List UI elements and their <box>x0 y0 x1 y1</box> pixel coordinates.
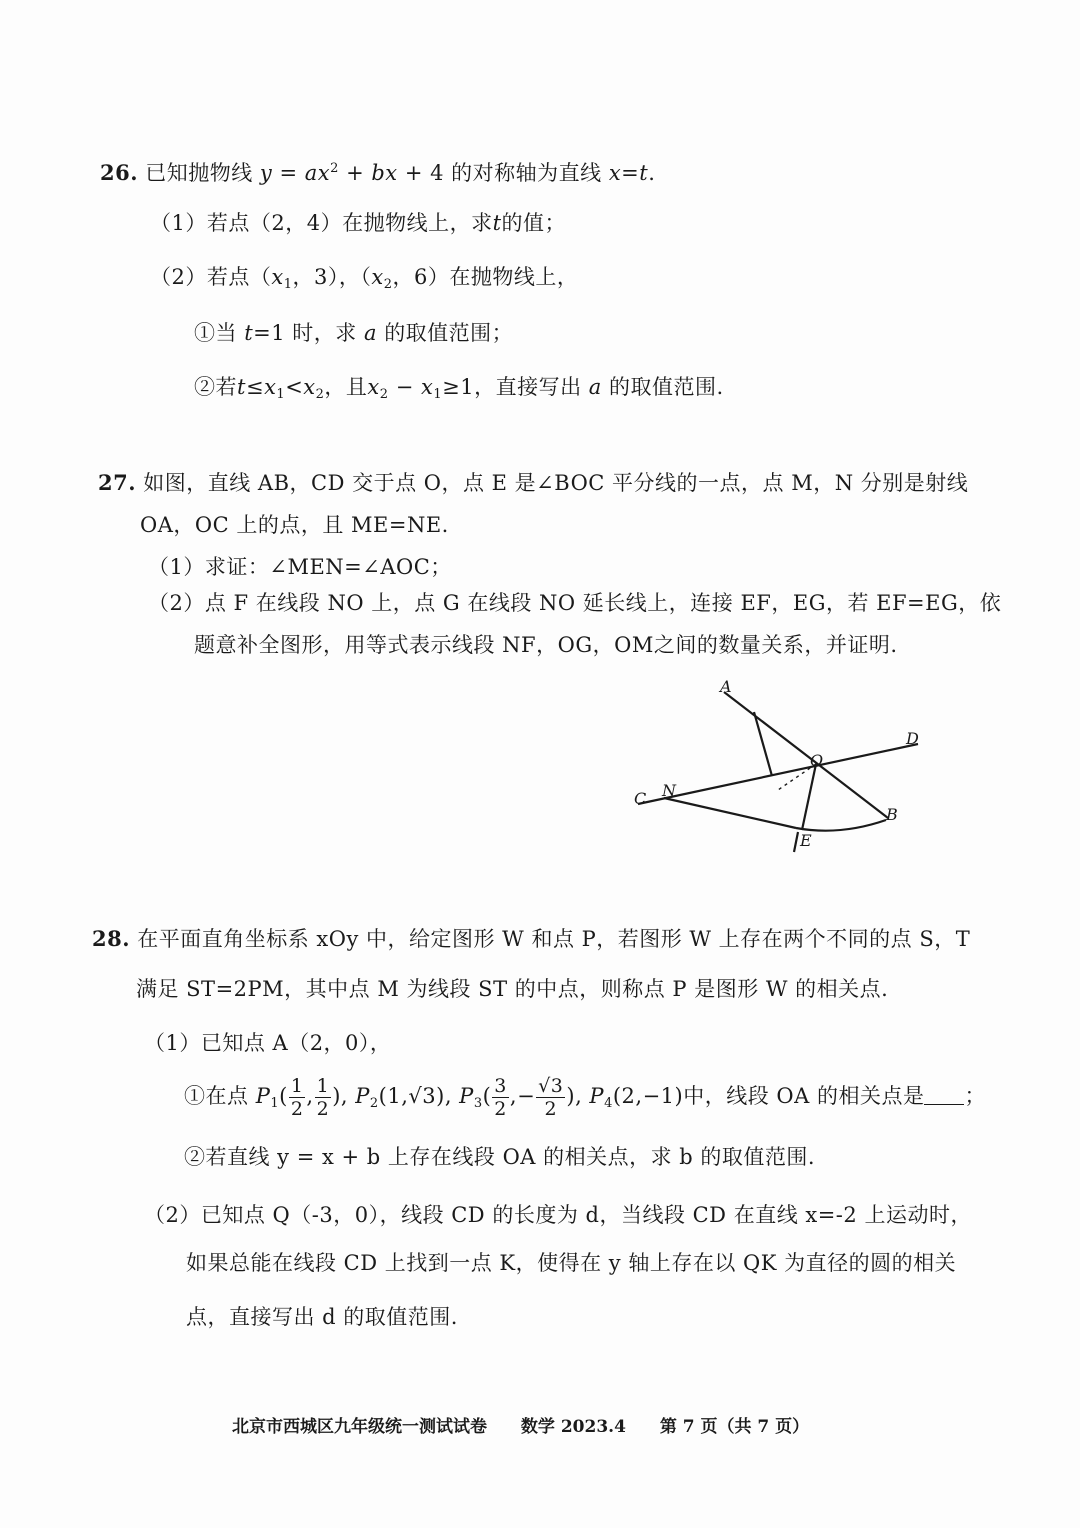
label-c: C <box>634 789 647 808</box>
footer-page: 第 7 页（共 7 页） <box>659 1417 810 1437</box>
segment-eb <box>796 820 886 831</box>
footer-school: 北京市西城区九年级统一测试试卷 <box>232 1417 487 1437</box>
q27-stem-line1: 27. 如图，直线 AB，CD 交于点 O，点 E 是∠BOC 平分线的一点，点 M，N 分别是射线 <box>98 470 969 495</box>
q27-part2-line2: 题意补全图形，用等式表示线段 NF，OG，OM之间的数量关系，并证明. <box>194 633 898 657</box>
label-a: A <box>720 677 732 696</box>
q28-number: 28. <box>92 926 131 951</box>
line-cd <box>638 744 918 804</box>
segment-ne <box>664 798 796 828</box>
q26-sub1: ①当 t=1 时，求 a 的取值范围； <box>194 321 514 345</box>
label-n: N <box>662 781 676 800</box>
tick-e <box>794 832 798 852</box>
q28-stem-line2: 满足 ST=2PM，其中点 M 为线段 ST 的中点，则称点 P 是图形 W 的相关点. <box>136 977 889 1001</box>
q28-stem-line1: 28. 在平面直角坐标系 xOy 中，给定图形 W 和点 P，若图形 W 上存在两个不同的点 S，T <box>92 926 971 951</box>
q27-part1: （1）求证：∠MEN=∠AOC； <box>148 555 452 579</box>
q27-figure <box>620 672 940 862</box>
q26-sub2: ②若$t\le x_1<x_2$，且$x_2 - x_1\ge 1$，直接写出 a 的取值范围. <box>194 375 724 402</box>
label-d: D <box>906 729 919 748</box>
q28-sub2: ②若直线 y = x + b 上存在线段 OA 的相关点，求 b 的取值范围. <box>184 1145 816 1169</box>
q26-number: 26. <box>100 160 139 185</box>
q28-part2-line3: 点，直接写出 d 的取值范围. <box>186 1305 458 1329</box>
label-b: B <box>886 805 898 824</box>
answer-blank[interactable] <box>924 1084 964 1105</box>
q26-part2: （2）若点（$x_1$，3），（$x_2$，6）在抛物线上， <box>150 265 579 292</box>
q27-stem-line2: OA，OC 上的点，且 ME=NE. <box>140 513 449 537</box>
q28-part2-line2: 如果总能在线段 CD 上找到一点 K，使得在 y 轴上存在以 QK 为直径的圆的相关 <box>186 1251 957 1275</box>
label-e: E <box>800 831 812 850</box>
page-footer <box>232 1414 837 1440</box>
segment-oe <box>802 764 816 830</box>
q28-part1: （1）已知点 A（2，0）， <box>144 1031 392 1055</box>
q28-sub1: ①在点 $P_1$( $\frac{1}{2}$ , $\frac{1}{2}$ ), $P_2(1,√3)$, $P_3$( $\frac{3}{2}$ ,− $\frac{√3}{2}$ ), $P_4(2,-1)$中，线段 OA 的相关点是 ； <box>184 1075 986 1120</box>
q28-part2-line1: （2）已知点 Q（-3，0），线段 CD 的长度为 d，当线段 CD 在直线 x=-2 上运动时， <box>144 1203 972 1227</box>
q26-stem: 26. 已知抛物线 $y = ax^2$ + bx + 4 的对称轴为直线 x=t. <box>100 160 656 185</box>
label-o: O <box>810 751 824 770</box>
q27-number: 27. <box>98 470 137 495</box>
footer-subject: 数学 2023.4 <box>520 1417 626 1437</box>
q26-part1: （1）若点（2，4）在抛物线上，求t的值； <box>150 211 567 235</box>
q27-part2-line1: （2）点 F 在线段 NO 上，点 G 在线段 NO 延长线上，连接 EF，EG，若 EF=EG，依 <box>148 591 1002 615</box>
